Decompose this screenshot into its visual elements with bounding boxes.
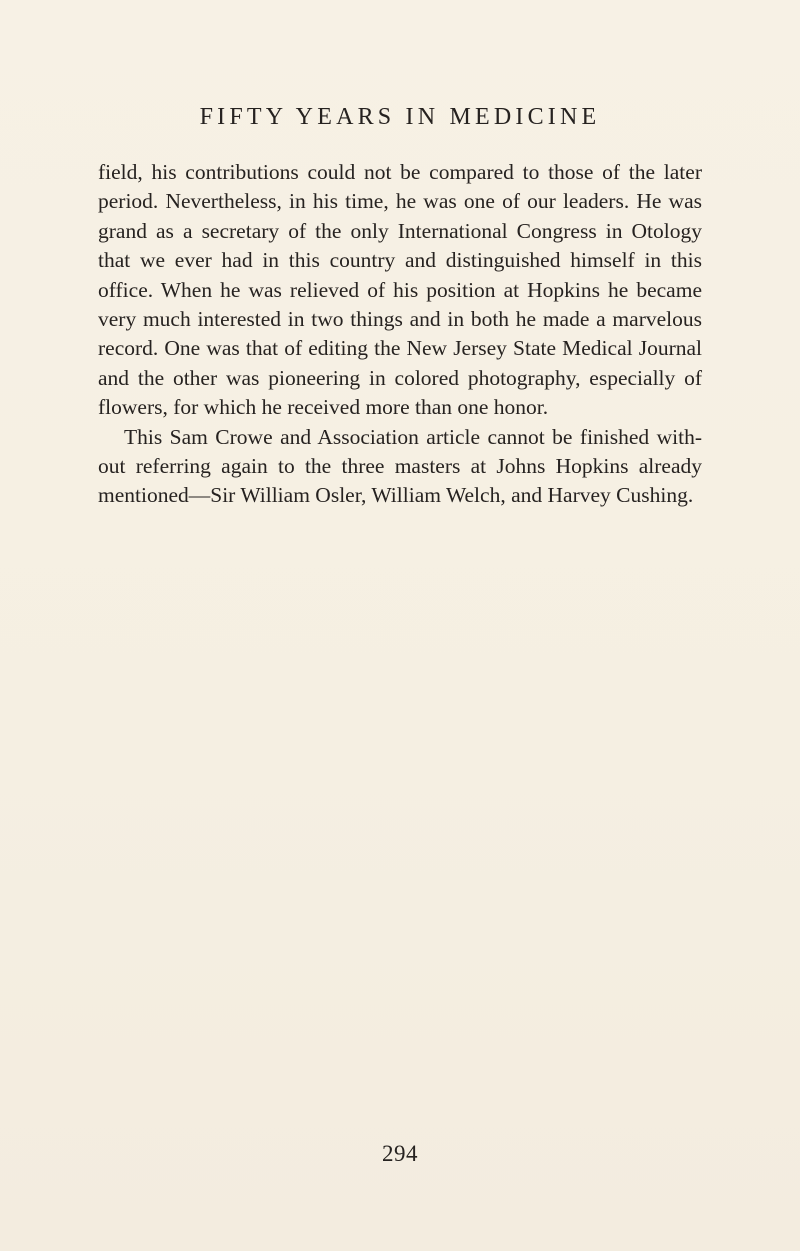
page-number: 294 (382, 1141, 418, 1166)
body-text (98, 158, 702, 511)
running-head: FIFTY YEARS IN MEDICINE (199, 104, 601, 130)
paragraph: This Sam Crowe and Association article cannot be finished with- out referring again to the three masters at Johns Hopkins already mentioned—Sir William Osler, William Welch, and Harvey Cushing. (98, 424, 702, 508)
paragraph-continued: field, his contributions could not be compared to those of the later period. Nevertheless, in his time, he was one of our leaders. He was grand as a secretary of the only International Congress in Otology that we ever had in this country and distinguished himself in this office. When he was relieved of his position at Hopkins he became very much interested in two things and in both he made a marvelous record. One was that of editing the New Jersey State Medical Journal and the other was pioneering in colored photography, especially of flowers, for which he received more than one honor. (98, 160, 702, 420)
